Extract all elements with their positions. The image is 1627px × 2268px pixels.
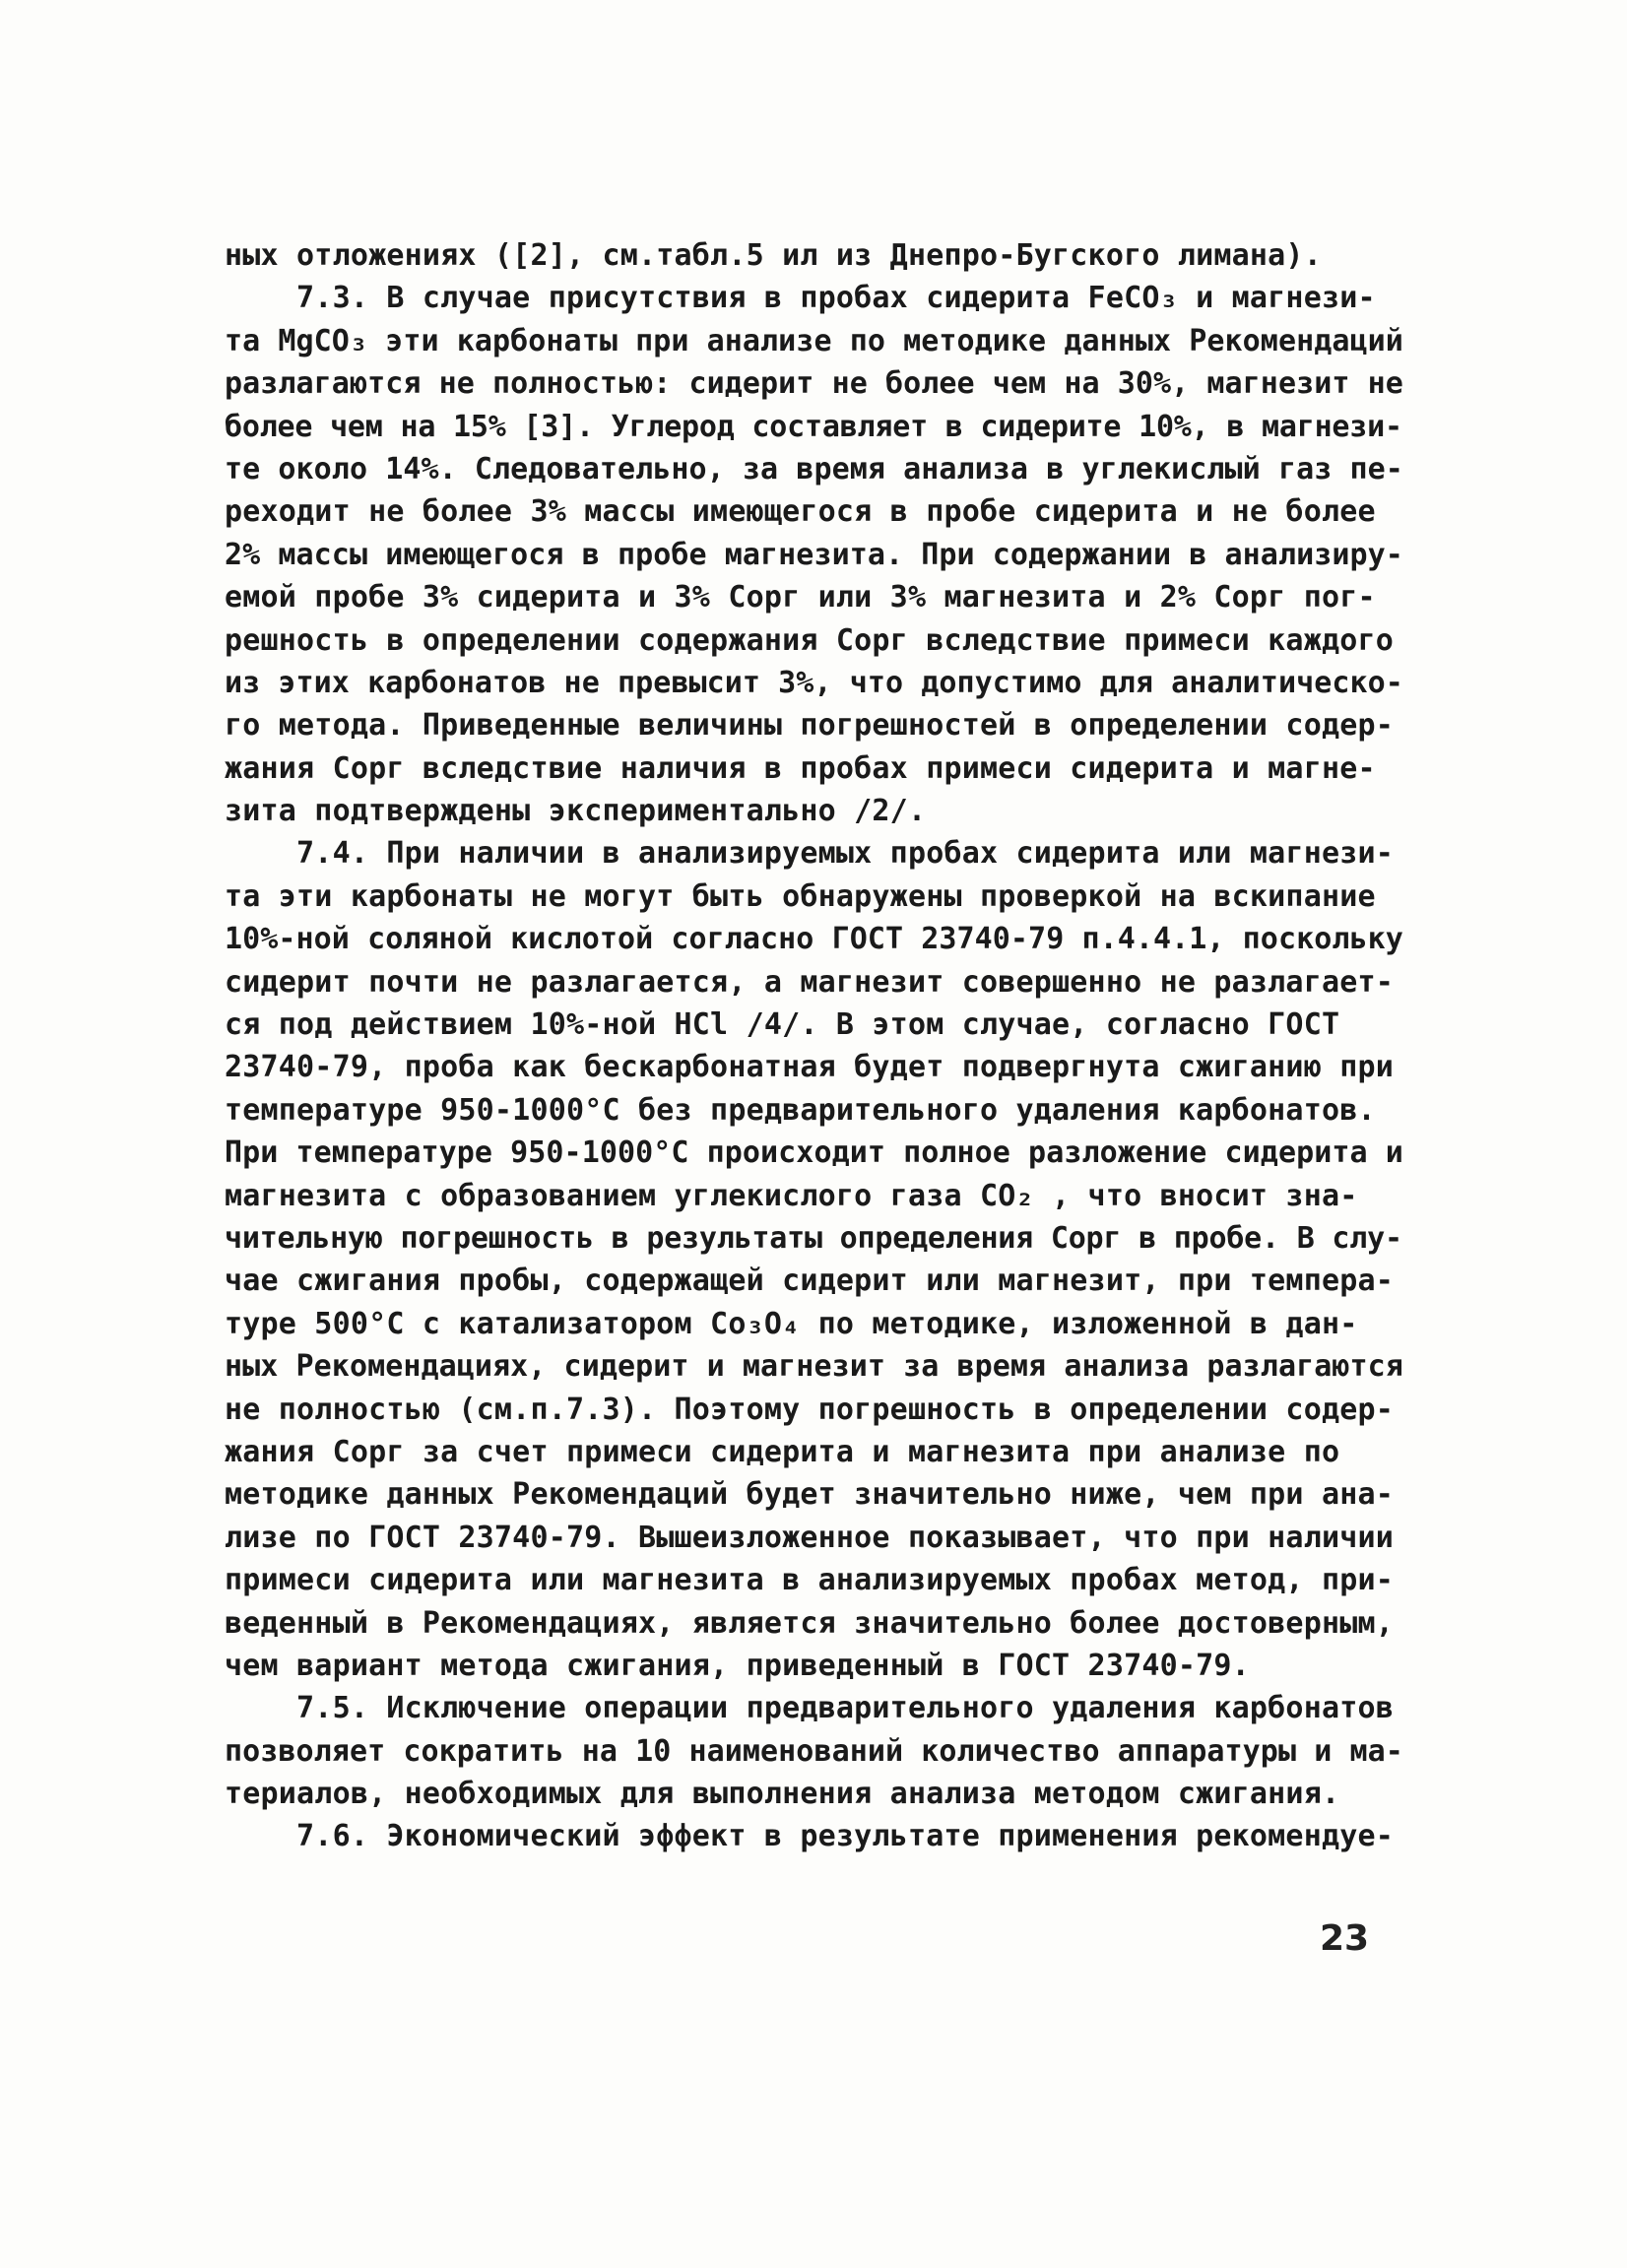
- text-line: температуре 950-1000°С без предварительного удаления карбонатов.: [225, 1092, 1376, 1128]
- text-line: туре 500°С с катализатором Co₃O₄ по методике, изложенной в дан-: [225, 1306, 1358, 1341]
- text-line: позволяет сократить на 10 наименований количество аппаратуры и ма-: [225, 1733, 1403, 1769]
- text-line: ных Рекомендациях, сидерит и магнезит за время анализа разлагаются: [225, 1349, 1403, 1385]
- body-text: [225, 234, 1406, 1858]
- text-line: 7.3. В случае присутствия в пробах сидерита FeCO₃ и магнези-: [225, 281, 1376, 316]
- text-line: решность в определении содержания Cорг вследствие примеси каждого: [225, 622, 1394, 658]
- text-line: 10%-ной соляной кислотой согласно ГОСТ 23740-79 п.4.4.1, поскольку: [225, 922, 1403, 957]
- text-line: магнезита с образованием углекислого газа CO₂ , что вносит зна-: [225, 1178, 1358, 1213]
- text-line: ся под действием 10%-ной HCl /4/. В этом случае, согласно ГОСТ: [225, 1007, 1340, 1043]
- text-line: чительную погрешность в результаты определения Cорг в пробе. В слу-: [225, 1220, 1402, 1256]
- text-line: 2% массы имеющегося в пробе магнезита. При содержании в анализиру-: [225, 537, 1403, 572]
- text-line: зита подтверждены экспериментально /2/.: [225, 794, 927, 829]
- text-line: 7.5. Исключение операции предварительного удаления карбонатов: [225, 1691, 1394, 1726]
- text-line: жания Cорг за счет примеси сидерита и магнезита при анализе по: [225, 1434, 1340, 1469]
- text-line: 7.4. При наличии в анализируемых пробах сидерита или магнези-: [225, 836, 1394, 872]
- text-line: 7.6. Экономический эффект в результате применения рекомендуе-: [225, 1819, 1394, 1854]
- text-line: го метода. Приведенные величины погрешностей в определении содер-: [225, 708, 1394, 744]
- text-line: более чем на 15% [3]. Углерод составляет в сидерите 10%, в магнези-: [225, 409, 1402, 444]
- text-line: чае сжигания пробы, содержащей сидерит или магнезит, при темпера-: [225, 1264, 1394, 1299]
- text-line: та MgCO₃ эти карбонаты при анализе по методике данных Рекомендаций: [225, 323, 1403, 358]
- text-line: териалов, необходимых для выполнения анализа методом сжигания.: [225, 1777, 1340, 1812]
- text-line: реходит не более 3% массы имеющегося в пробе сидерита и не более: [225, 494, 1376, 530]
- text-line: 23740-79, проба как бескарбонатная будет подвергнута сжиганию при: [225, 1050, 1394, 1085]
- text-line: ных отложениях ([2], см.табл.5 ил из Днепро-Бугского лимана).: [225, 238, 1322, 273]
- text-line: жания Cорг вследствие наличия в пробах примеси сидерита и магне-: [225, 750, 1376, 786]
- text-line: те около 14%. Следовательно, за время анализа в углекислый газ пе-: [225, 451, 1403, 486]
- text-line: разлагаются не полностью: сидерит не более чем на 30%, магнезит не: [225, 366, 1403, 402]
- text-line: лизе по ГОСТ 23740-79. Вышеизложенное показывает, что при наличии: [225, 1520, 1394, 1555]
- text-line: примеси сидерита или магнезита в анализируемых пробах метод, при-: [225, 1563, 1394, 1598]
- text-line: из этих карбонатов не превысит 3%, что допустимо для аналитическо-: [225, 665, 1403, 700]
- text-line: сидерит почти не разлагается, а магнезит совершенно не разлагает-: [225, 964, 1394, 1000]
- text-line: не полностью (см.п.7.3). Поэтому погрешность в определении содер-: [225, 1392, 1394, 1427]
- page-number: 23: [1320, 1918, 1370, 1959]
- text-line: емой пробе 3% сидерита и 3% Cорг или 3% магнезита и 2% Cорг пог-: [225, 580, 1376, 616]
- text-line: методике данных Рекомендаций будет значительно ниже, чем при ана-: [225, 1477, 1394, 1513]
- text-line: При температуре 950-1000°С происходит полное разложение сидерита и: [225, 1135, 1403, 1171]
- text-line: веденный в Рекомендациях, является значительно более достоверным,: [225, 1605, 1394, 1641]
- text-line: чем вариант метода сжигания, приведенный в ГОСТ 23740-79.: [225, 1648, 1250, 1683]
- text-line: та эти карбонаты не могут быть обнаружены проверкой на вскипание: [225, 878, 1376, 914]
